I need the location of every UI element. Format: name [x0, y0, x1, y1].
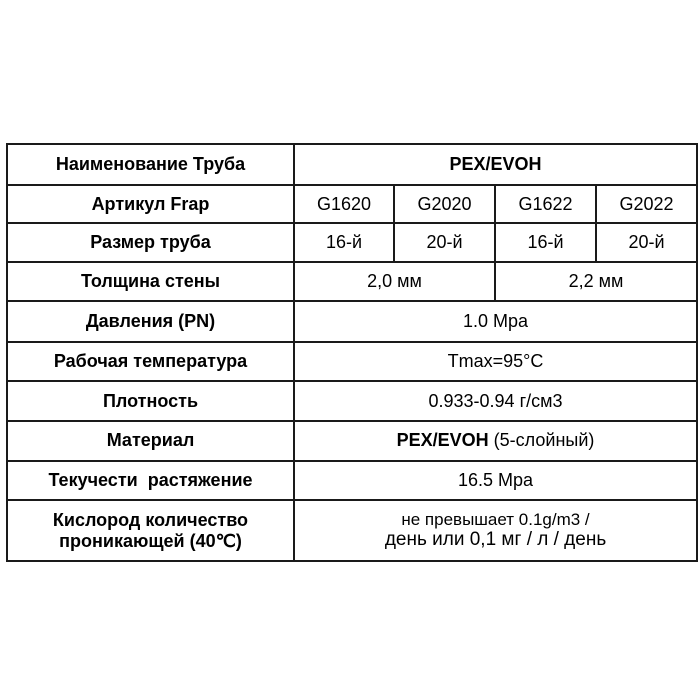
value-name: PEX/EVOH [294, 144, 697, 185]
value-material [294, 421, 697, 461]
label-density: Плотность [7, 381, 294, 421]
label-pressure: Давления (PN) [7, 301, 294, 342]
label-material: Материал [7, 421, 294, 461]
row-yield [7, 461, 697, 501]
value-oxygen [294, 500, 697, 561]
row-name [7, 144, 697, 185]
label-oxygen [7, 500, 294, 561]
size-cell: 20-й [596, 223, 697, 262]
row-density [7, 381, 697, 421]
wall-cell: 2,2 мм [495, 262, 697, 302]
row-temperature [7, 342, 697, 382]
value-temperature: Tmax=95°C [294, 342, 697, 382]
article-cell: G2020 [394, 185, 495, 224]
label-yield: Текучести растяжение [7, 461, 294, 501]
article-cell: G1620 [294, 185, 394, 224]
label-name: Наименование Труба [7, 144, 294, 185]
value-pressure: 1.0 Mpa [294, 301, 697, 342]
spec-table [6, 143, 698, 562]
label-size: Размер труба [7, 223, 294, 262]
material-detail: (5-слойный) [488, 430, 595, 451]
value-oxygen-line2: день или 0,1 мг / л / день [384, 529, 607, 551]
row-material [7, 421, 697, 461]
row-size [7, 223, 697, 262]
size-cell: 16-й [294, 223, 394, 262]
label-oxygen-line1: Кислород количество [52, 509, 249, 530]
wall-cell: 2,0 мм [294, 262, 495, 302]
row-pressure [7, 301, 697, 342]
label-temperature: Рабочая температура [7, 342, 294, 382]
label-wall: Толщина стены [7, 262, 294, 302]
material-name: PEX/EVOH [396, 430, 489, 451]
value-oxygen-line1: не превышает 0.1g/m3 / [401, 509, 590, 529]
row-oxygen [7, 500, 697, 561]
row-wall [7, 262, 697, 302]
row-article [7, 185, 697, 224]
label-oxygen-line2: проникающей (40℃) [59, 530, 242, 551]
value-density: 0.933-0.94 г/см3 [294, 381, 697, 421]
article-cell: G1622 [495, 185, 596, 224]
size-cell: 16-й [495, 223, 596, 262]
value-yield: 16.5 Mpa [294, 461, 697, 501]
label-article: Артикул Frap [7, 185, 294, 224]
article-cell: G2022 [596, 185, 697, 224]
size-cell: 20-й [394, 223, 495, 262]
